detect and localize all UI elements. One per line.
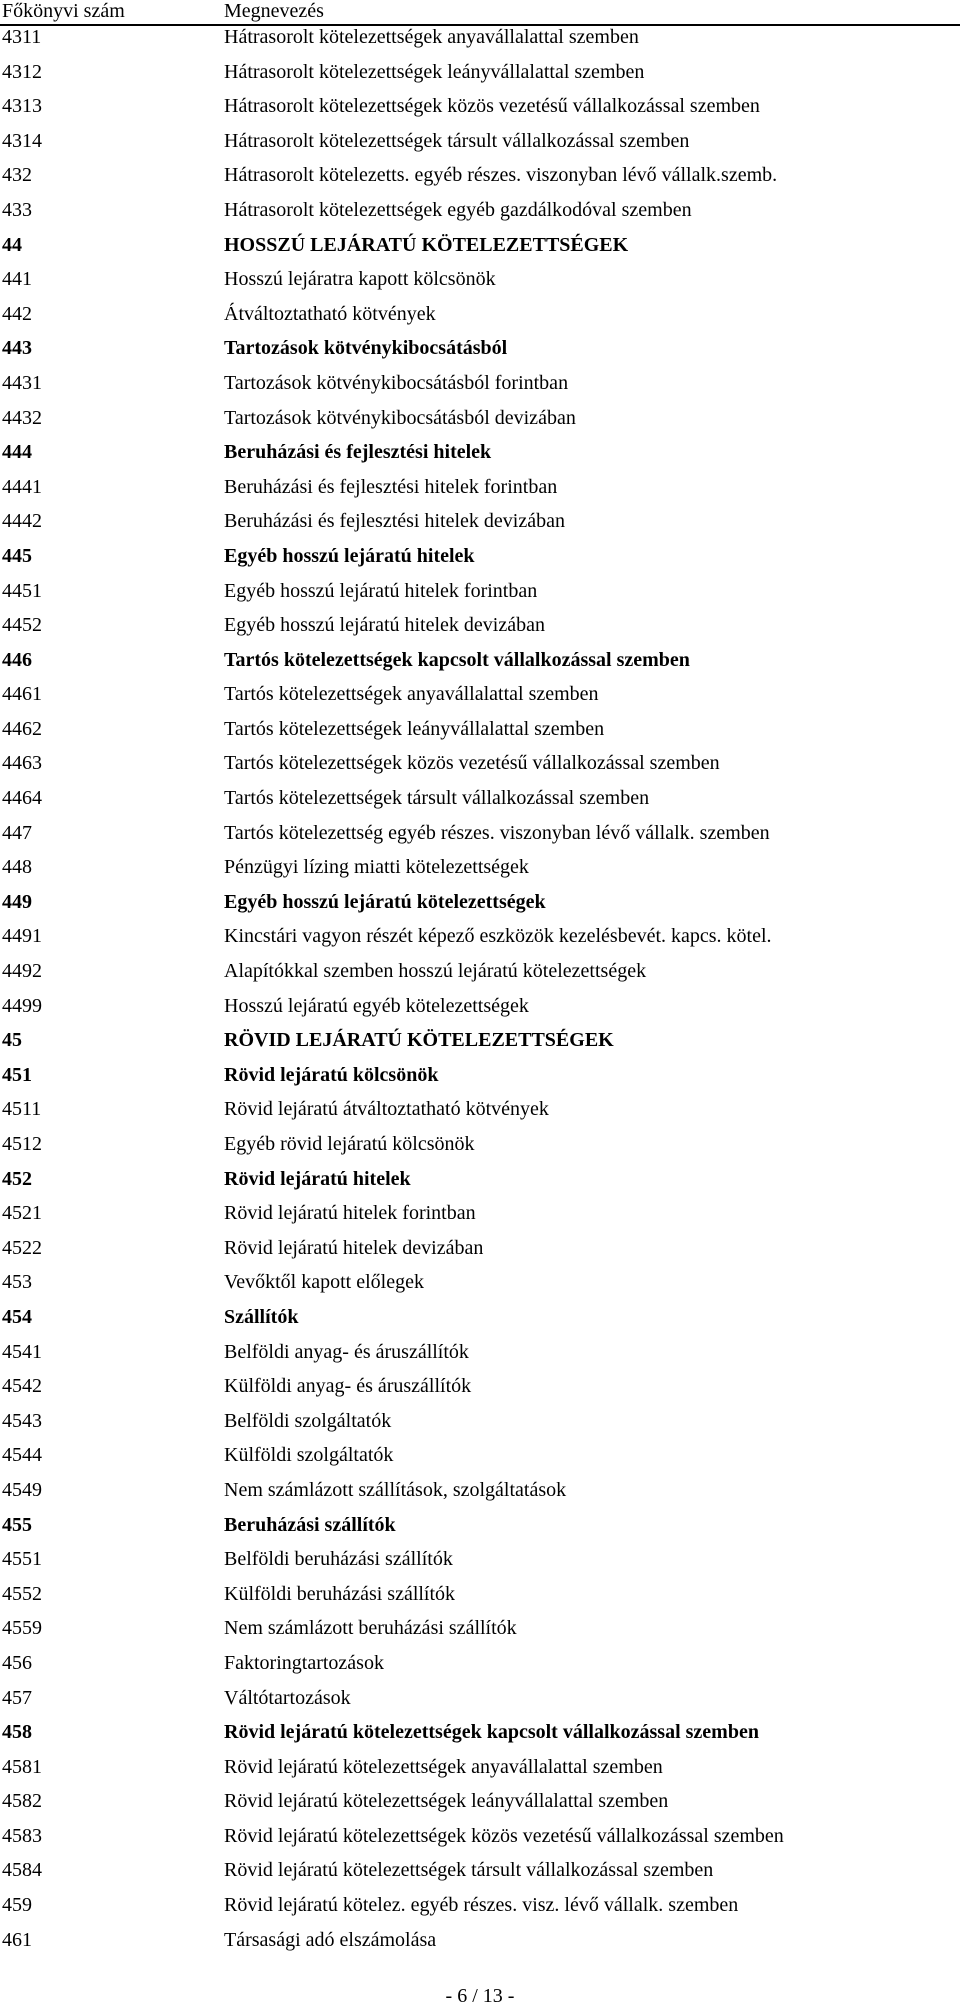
account-code: 4312 [2,60,42,83]
account-code: 4464 [2,787,42,810]
account-code: 449 [2,890,32,913]
account-code: 443 [2,337,32,360]
account-row [0,1098,960,1133]
account-row [0,856,960,891]
account-code: 4499 [2,994,42,1017]
account-name: Belföldi szolgáltatók [224,1409,392,1432]
account-name: Beruházási és fejlesztési hitelek devizában [224,510,565,533]
account-code: 4544 [2,1444,42,1467]
account-row [0,545,960,580]
account-row [0,1237,960,1272]
account-code: 457 [2,1686,32,1709]
account-name: Rövid lejáratú kötelezettségek kapcsolt vállalkozással szemben [224,1721,759,1744]
account-name: Nem számlázott szállítások, szolgáltatások [224,1478,567,1501]
account-code: 451 [2,1063,32,1086]
account-row [0,925,960,960]
account-name: Tartós kötelezettségek társult vállalkozással szemben [224,787,650,810]
account-row [0,407,960,442]
account-row [0,372,960,407]
account-code: 4452 [2,614,42,637]
account-row [0,510,960,545]
account-code: 4584 [2,1859,42,1882]
account-name: Külföldi szolgáltatók [224,1444,394,1467]
account-name: Hosszú lejáratú egyéb kötelezettségek [224,994,529,1017]
account-code: 4442 [2,510,42,533]
account-name: Rövid lejáratú kölcsönök [224,1063,439,1086]
account-name: Alapítókkal szemben hosszú lejáratú kötelezettségek [224,960,647,983]
account-row [0,1859,960,1894]
account-code: 4463 [2,752,42,775]
account-name: Tartós kötelezettségek kapcsolt vállalkozással szemben [224,648,690,671]
account-name: Külföldi anyag- és áruszállítók [224,1375,472,1398]
account-name: Nem számlázott beruházási szállítók [224,1617,517,1640]
account-name: Tartós kötelezettségek leányvállalattal szemben [224,717,605,740]
account-row [0,891,960,926]
account-code: 4543 [2,1409,42,1432]
account-code: 4462 [2,717,42,740]
account-name: Váltótartozások [224,1686,351,1709]
account-name: Tartós kötelezettségek közös vezetésű vállalkozással szemben [224,752,720,775]
account-row [0,303,960,338]
account-name: Egyéb hosszú lejáratú hitelek forintban [224,579,538,602]
account-code: 452 [2,1167,32,1190]
account-name: Rövid lejáratú kötelezettségek anyavállalattal szemben [224,1755,663,1778]
account-name: Rövid lejáratú hitelek [224,1167,411,1190]
account-code: 4551 [2,1548,42,1571]
account-row [0,649,960,684]
account-row [0,164,960,199]
account-code: 433 [2,198,32,221]
account-code: 4441 [2,475,42,498]
account-row [0,1894,960,1929]
account-code: 4311 [2,26,42,48]
account-name: Rövid lejáratú átváltoztatható kötvények [224,1098,549,1121]
account-name: Tartós kötelezettségek anyavállalattal szemben [224,683,599,706]
account-code: 444 [2,441,32,464]
account-name: Hátrasorolt kötelezetts. egyéb részes. viszonyban lévő vállalk.szemb. [224,164,778,187]
account-code: 4541 [2,1340,42,1363]
account-row [0,1202,960,1237]
account-name: Vevőktől kapott előlegek [224,1271,424,1294]
account-name: Beruházási és fejlesztési hitelek [224,441,492,464]
account-row [0,1721,960,1756]
account-code: 45 [2,1029,22,1052]
account-code: 4511 [2,1098,42,1121]
account-row [0,1168,960,1203]
account-code: 458 [2,1721,32,1744]
account-row [0,1514,960,1549]
account-code: 4512 [2,1133,42,1155]
account-row [0,26,960,61]
account-row [0,1306,960,1341]
account-name: Hátrasorolt kötelezettségek egyéb gazdálkodóval szemben [224,198,692,221]
account-row [0,1790,960,1825]
account-name: Tartós kötelezettség egyéb részes. viszonyban lévő vállalk. szemben [224,821,770,844]
account-code: 4581 [2,1755,42,1778]
account-list [0,26,960,1963]
account-row [0,1444,960,1479]
account-code: 456 [2,1651,32,1674]
account-code: 454 [2,1305,32,1328]
account-name: Tartozások kötvénykibocsátásból [224,337,508,360]
account-code: 445 [2,544,32,567]
account-row [0,1479,960,1514]
account-row [0,995,960,1030]
account-code: 4522 [2,1236,42,1259]
account-code: 4313 [2,95,42,118]
account-code: 455 [2,1513,32,1536]
account-row [0,1756,960,1791]
account-code: 4542 [2,1375,42,1398]
account-row [0,822,960,857]
account-code: 4432 [2,406,42,429]
account-row [0,1617,960,1652]
account-name: Hosszú lejáratra kapott kölcsönök [224,268,496,291]
account-code: 441 [2,268,32,291]
account-name: Hátrasorolt kötelezettségek anyavállalattal szemben [224,26,639,48]
account-code: 461 [2,1928,32,1951]
account-name: HOSSZÚ LEJÁRATÚ KÖTELEZETTSÉGEK [224,233,629,256]
account-code: 459 [2,1894,32,1917]
account-row [0,1652,960,1687]
account-code: 4461 [2,683,42,706]
page-number: - 6 / 13 - [445,1985,515,2007]
account-name: Egyéb hosszú lejáratú hitelek devizában [224,614,545,637]
account-name: Hátrasorolt kötelezettségek társult vállalkozással szemben [224,129,690,152]
account-row [0,1548,960,1583]
account-row [0,130,960,165]
account-name: Külföldi beruházási szállítók [224,1582,456,1605]
account-name: Hátrasorolt kötelezettségek leányvállalattal szemben [224,60,645,83]
account-name: Belföldi anyag- és áruszállítók [224,1340,469,1363]
account-code: 442 [2,302,32,325]
account-name: Rövid lejáratú kötelez. egyéb részes. visz. lévő vállalk. szemben [224,1894,739,1917]
account-name: Társasági adó elszámolása [224,1928,437,1951]
account-code: 4582 [2,1790,42,1813]
header-code: Főkönyvi szám [2,0,125,22]
account-name: Faktoringtartozások [224,1651,384,1674]
account-row [0,1375,960,1410]
account-row [0,1825,960,1860]
account-code: 4552 [2,1582,42,1605]
account-code: 4559 [2,1617,42,1640]
account-row [0,1583,960,1618]
account-name: Tartozások kötvénykibocsátásból forintban [224,371,569,394]
account-name: RÖVID LEJÁRATÚ KÖTELEZETTSÉGEK [224,1029,614,1052]
account-code: 4492 [2,960,42,983]
account-row [0,337,960,372]
header-name: Megnevezés [224,0,324,22]
account-code: 4451 [2,579,42,602]
account-row [0,199,960,234]
account-name: Szállítók [224,1305,299,1328]
account-code: 448 [2,856,32,879]
account-name: Rövid lejáratú hitelek devizában [224,1236,484,1259]
account-row [0,1271,960,1306]
account-row [0,234,960,269]
account-name: Egyéb hosszú lejáratú hitelek [224,544,475,567]
account-name: Egyéb hosszú lejáratú kötelezettségek [224,890,546,913]
account-row [0,1687,960,1722]
account-name: Beruházási szállítók [224,1513,396,1536]
account-name: Kincstári vagyon részét képező eszközök kezelésbevét. kapcs. kötel. [224,925,772,948]
account-row [0,683,960,718]
account-row [0,1929,960,1964]
account-code: 432 [2,164,32,187]
account-row [0,1064,960,1099]
account-row [0,476,960,511]
account-name: Rövid lejáratú kötelezettségek közös vezetésű vállalkozással szemben [224,1824,784,1847]
account-row [0,752,960,787]
account-name: Rövid lejáratú kötelezettségek társult vállalkozással szemben [224,1859,714,1882]
account-name: Tartozások kötvénykibocsátásból devizában [224,406,576,429]
account-code: 447 [2,821,32,844]
account-row [0,787,960,822]
account-name: Átváltoztatható kötvények [224,302,436,325]
account-code: 4491 [2,925,42,948]
account-row [0,441,960,476]
account-name: Egyéb rövid lejáratú kölcsönök [224,1133,475,1155]
account-row [0,1029,960,1064]
account-code: 4431 [2,371,42,394]
account-row [0,580,960,615]
account-name: Beruházási és fejlesztési hitelek forintban [224,475,558,498]
account-code: 4314 [2,129,42,152]
account-row [0,1341,960,1376]
account-name: Hátrasorolt kötelezettségek közös vezetésű vállalkozással szemben [224,95,760,118]
account-code: 44 [2,233,22,256]
account-code: 453 [2,1271,32,1294]
account-code: 4549 [2,1478,42,1501]
account-row [0,718,960,753]
account-row [0,61,960,96]
table-header [0,0,960,26]
account-code: 4521 [2,1202,42,1225]
account-name: Belföldi beruházási szállítók [224,1548,453,1571]
account-name: Rövid lejáratú hitelek forintban [224,1202,476,1225]
account-name: Pénzügyi lízing miatti kötelezettségek [224,856,529,879]
account-row [0,95,960,130]
account-row [0,960,960,995]
account-code: 446 [2,648,32,671]
account-code: 4583 [2,1824,42,1847]
account-row [0,614,960,649]
account-row [0,268,960,303]
account-row [0,1410,960,1445]
account-row [0,1133,960,1168]
account-name: Rövid lejáratú kötelezettségek leányvállalattal szemben [224,1790,669,1813]
